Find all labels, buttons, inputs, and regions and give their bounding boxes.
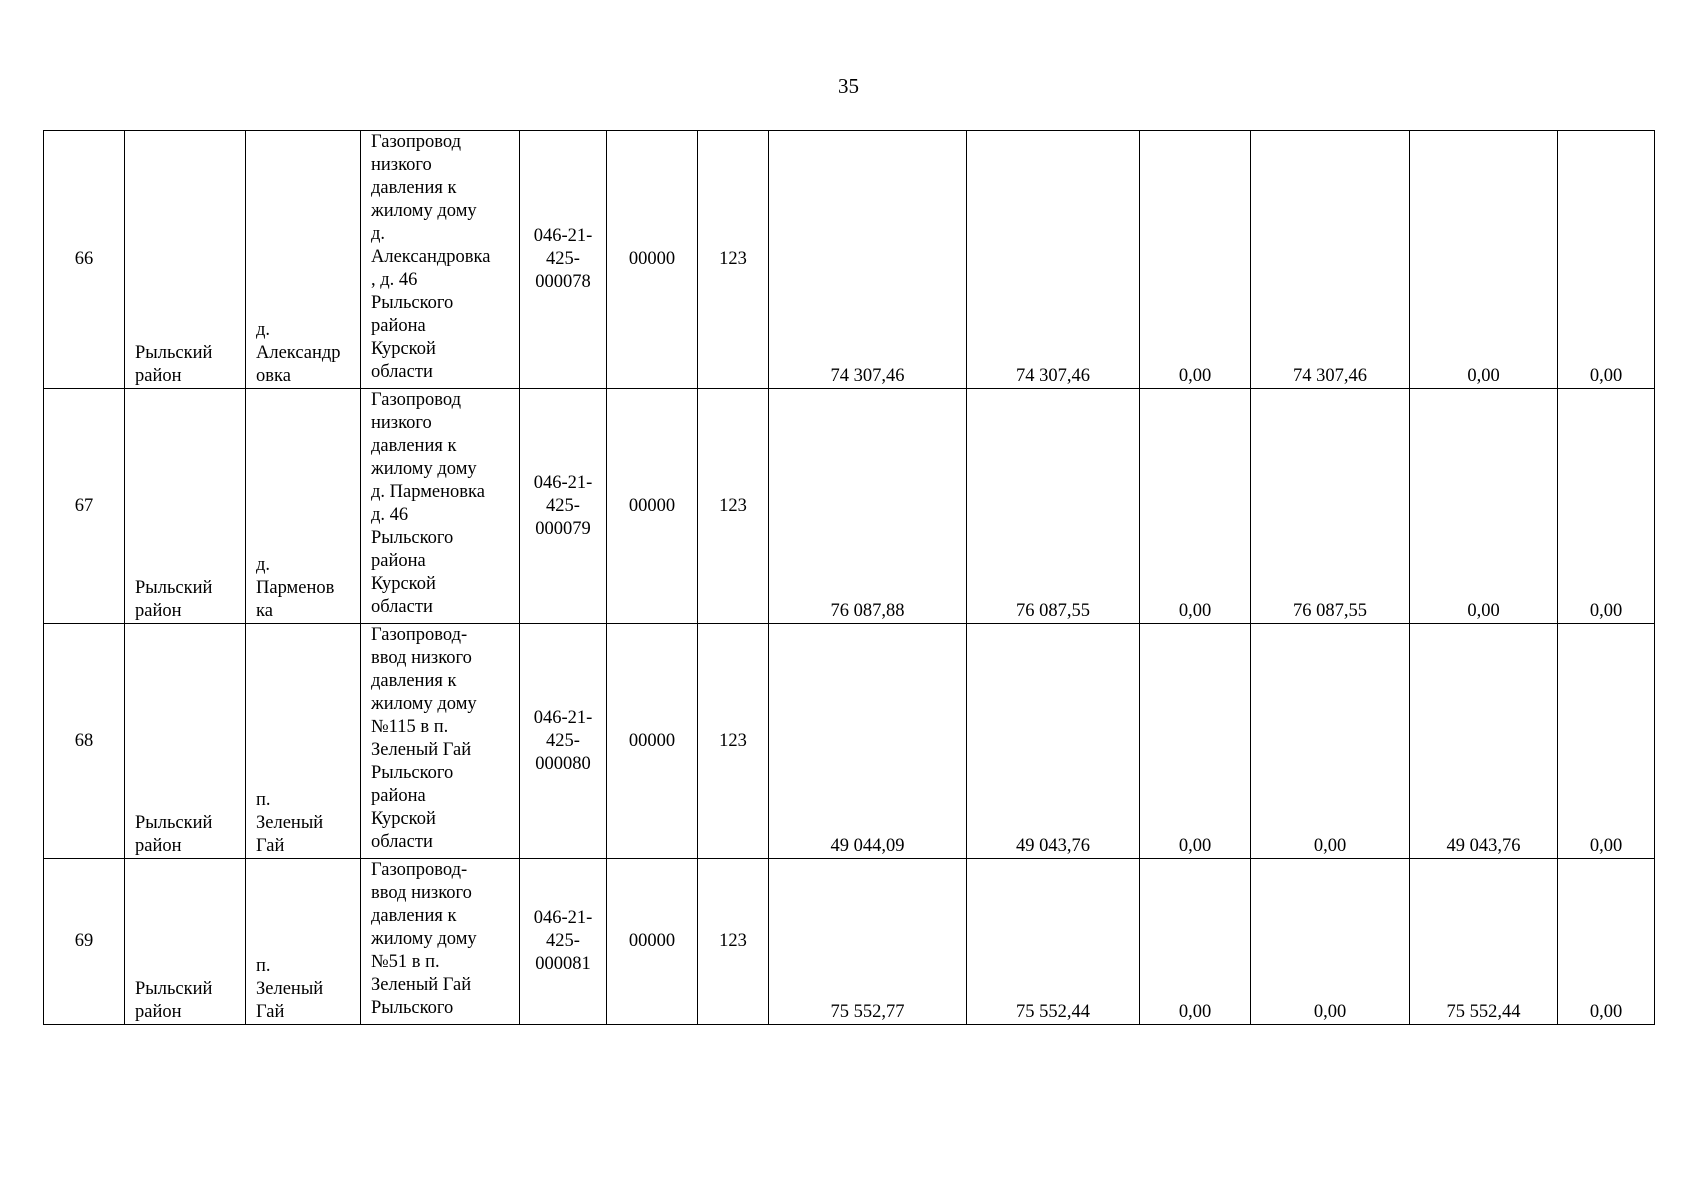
code-cell: 00000	[607, 624, 698, 859]
value-cell: 75 552,44	[967, 859, 1140, 1025]
registry-number-cell: 046-21- 425- 000080	[520, 624, 607, 859]
registry-number-cell: 046-21- 425- 000081	[520, 859, 607, 1025]
value-cell: 74 307,46	[769, 131, 967, 389]
value-cell: 0,00	[1140, 131, 1251, 389]
district-cell: Рыльский район	[125, 389, 246, 624]
settlement-cell: д. Парменов ка	[246, 389, 361, 624]
registry-number-cell: 046-21- 425- 000079	[520, 389, 607, 624]
value-cell: 76 087,55	[1251, 389, 1410, 624]
kind-cell: 123	[698, 859, 769, 1025]
page-number: 35	[838, 74, 859, 98]
value-cell: 0,00	[1140, 389, 1251, 624]
table-row	[44, 859, 1655, 1025]
value-cell: 74 307,46	[1251, 131, 1410, 389]
value-cell: 0,00	[1558, 624, 1655, 859]
row-number: 68	[44, 624, 125, 859]
kind-cell: 123	[698, 389, 769, 624]
district-cell: Рыльский район	[125, 131, 246, 389]
value-cell: 0,00	[1251, 859, 1410, 1025]
value-cell: 0,00	[1140, 859, 1251, 1025]
table-row	[44, 624, 1655, 859]
row-number: 67	[44, 389, 125, 624]
value-cell: 0,00	[1558, 131, 1655, 389]
value-cell: 0,00	[1251, 624, 1410, 859]
settlement-cell: д. Александр овка	[246, 131, 361, 389]
code-cell: 00000	[607, 389, 698, 624]
code-cell: 00000	[607, 859, 698, 1025]
row-number: 66	[44, 131, 125, 389]
table-row	[44, 131, 1655, 389]
code-cell: 00000	[607, 131, 698, 389]
district-cell: Рыльский район	[125, 624, 246, 859]
value-cell: 49 043,76	[1410, 624, 1558, 859]
kind-cell: 123	[698, 131, 769, 389]
object-name-cell: Газопровод низкого давления к жилому дому д. Парменовка д. 46 Рыльского района Курской области	[361, 389, 520, 624]
value-cell: 0,00	[1558, 389, 1655, 624]
value-cell: 75 552,77	[769, 859, 967, 1025]
settlement-cell: п. Зеленый Гай	[246, 624, 361, 859]
kind-cell: 123	[698, 624, 769, 859]
object-name-cell: Газопровод- ввод низкого давления к жилому дому №51 в п. Зеленый Гай Рыльского	[361, 859, 520, 1025]
district-cell: Рыльский район	[125, 859, 246, 1025]
value-cell: 0,00	[1558, 859, 1655, 1025]
value-cell: 74 307,46	[967, 131, 1140, 389]
value-cell: 76 087,55	[967, 389, 1140, 624]
value-cell: 76 087,88	[769, 389, 967, 624]
value-cell: 0,00	[1410, 389, 1558, 624]
object-name-cell: Газопровод- ввод низкого давления к жилому дому №115 в п. Зеленый Гай Рыльского района Курской области	[361, 624, 520, 859]
registry-table	[43, 130, 1655, 1025]
row-number: 69	[44, 859, 125, 1025]
table-row	[44, 389, 1655, 624]
object-name-cell: Газопровод низкого давления к жилому дому д. Александровка , д. 46 Рыльского района Курской области	[361, 131, 520, 389]
value-cell: 0,00	[1140, 624, 1251, 859]
value-cell: 75 552,44	[1410, 859, 1558, 1025]
value-cell: 0,00	[1410, 131, 1558, 389]
value-cell: 49 043,76	[967, 624, 1140, 859]
value-cell: 49 044,09	[769, 624, 967, 859]
registry-number-cell: 046-21- 425- 000078	[520, 131, 607, 389]
settlement-cell: п. Зеленый Гай	[246, 859, 361, 1025]
